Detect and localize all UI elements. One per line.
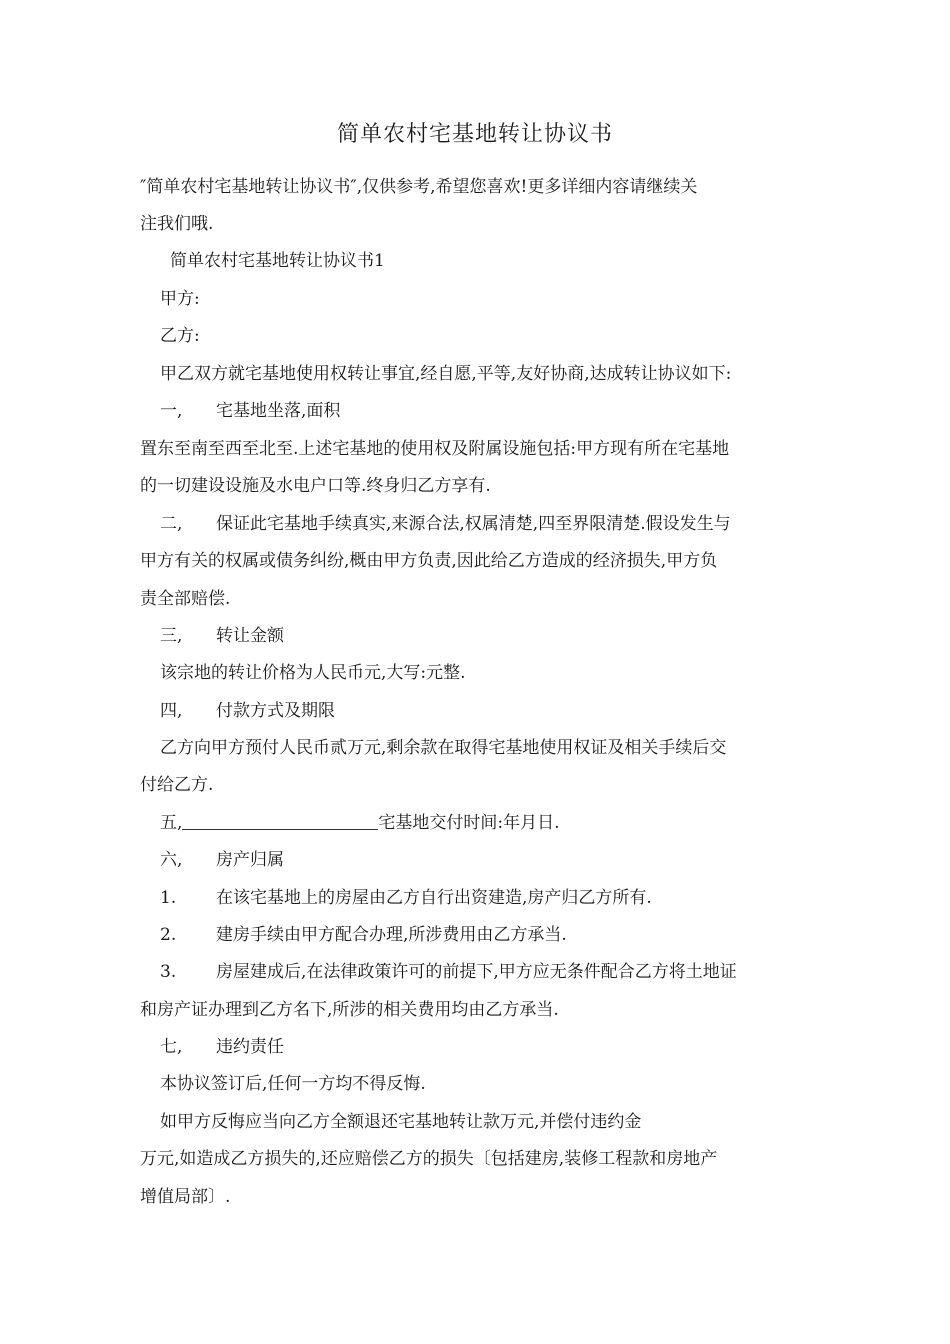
section-6-number: 六, bbox=[160, 850, 183, 870]
section-4-heading bbox=[160, 699, 335, 723]
section-6-item-2 bbox=[160, 923, 567, 947]
section-5-heading bbox=[160, 811, 560, 835]
section-6-item-3 bbox=[160, 960, 737, 984]
section-3-line-1: 该宗地的转让价格为人民币元,大写:元整. bbox=[160, 663, 466, 683]
section-2-heading bbox=[160, 512, 731, 536]
section-2-line-3: 责全部赔偿. bbox=[140, 589, 231, 609]
section-7-line-2: 如甲方反悔应当向乙方全额退还宅基地转让款万元,并偿付违约金 bbox=[160, 1112, 642, 1132]
section-7-line-1: 本协议签订后,任何一方均不得反悔. bbox=[160, 1074, 426, 1094]
party-a-label: 甲方: bbox=[160, 289, 200, 309]
party-b-label: 乙方: bbox=[160, 326, 200, 346]
section-2-number: 二, bbox=[160, 514, 183, 534]
section-7-line-4: 增值局部〕. bbox=[140, 1187, 231, 1207]
section-7-line-3: 万元,如造成乙方损失的,还应赔偿乙方的损失〔包括建房,装修工程款和房地产 bbox=[140, 1149, 718, 1169]
item-3-number: 3. bbox=[160, 962, 177, 982]
section-6-item-1 bbox=[160, 886, 652, 910]
intro-line-2: 注我们哦. bbox=[140, 214, 214, 234]
document-title: 简单农村宅基地转让协议书 bbox=[336, 122, 613, 147]
section-6-title: 房产归属 bbox=[216, 850, 284, 870]
section-6-heading bbox=[160, 848, 284, 872]
section-7-number: 七, bbox=[160, 1037, 183, 1057]
item-1-number: 1. bbox=[160, 888, 177, 908]
section-4-number: 四, bbox=[160, 701, 183, 721]
section-3-heading bbox=[160, 624, 284, 648]
agreement-subtitle: 简单农村宅基地转让协议书1 bbox=[170, 251, 385, 271]
section-6-item-3-line-2: 和房产证办理到乙方名下,所涉的相关费用均由乙方承当. bbox=[140, 1000, 559, 1020]
section-1-line-2: 的一切建设设施及水电户口等.终身归乙方享有. bbox=[140, 476, 491, 496]
section-1-heading bbox=[160, 399, 340, 423]
section-2-line-1: 保证此宅基地手续真实,来源合法,权属清楚,四至界限清楚.假设发生与 bbox=[216, 514, 731, 534]
intro-line-1: ″简单农村宅基地转让协议书″,仅供参考,希望您喜欢!更多详细内容请继续关 bbox=[140, 177, 698, 197]
section-1-number: 一, bbox=[160, 401, 183, 421]
section-5-text: 宅基地交付时间:年月日. bbox=[378, 813, 560, 833]
item-2-number: 2. bbox=[160, 925, 177, 945]
item-3-text: 房屋建成后,在法律政策许可的前提下,甲方应无条件配合乙方将土地证 bbox=[216, 962, 737, 982]
section-3-number: 三, bbox=[160, 626, 183, 646]
item-1-text: 在该宅基地上的房屋由乙方自行出资建造,房产归乙方所有. bbox=[216, 888, 652, 908]
preamble-text: 甲乙双方就宅基地使用权转让事宜,经自愿,平等,友好协商,达成转让协议如下: bbox=[160, 364, 732, 384]
section-4-line-2: 付给乙方. bbox=[140, 775, 214, 795]
section-3-title: 转让金额 bbox=[216, 626, 284, 646]
blank-underline bbox=[182, 813, 378, 830]
section-7-heading bbox=[160, 1035, 284, 1059]
section-1-title: 宅基地坐落,面积 bbox=[216, 401, 341, 421]
section-7-title: 违约责任 bbox=[216, 1037, 284, 1057]
section-5-number: 五, bbox=[160, 813, 183, 833]
section-2-line-2: 甲方有关的权属或债务纠纷,概由甲方负责,因此给乙方造成的经济损失,甲方负 bbox=[140, 551, 718, 571]
item-2-text: 建房手续由甲方配合办理,所涉费用由乙方承当. bbox=[216, 925, 567, 945]
section-1-line-1: 置东至南至西至北至.上述宅基地的使用权及附属设施包括:甲方现有所在宅基地 bbox=[140, 439, 730, 459]
section-4-line-1: 乙方向甲方预付人民币贰万元,剩余款在取得宅基地使用权证及相关手续后交 bbox=[160, 738, 727, 758]
section-4-title: 付款方式及期限 bbox=[216, 701, 335, 721]
